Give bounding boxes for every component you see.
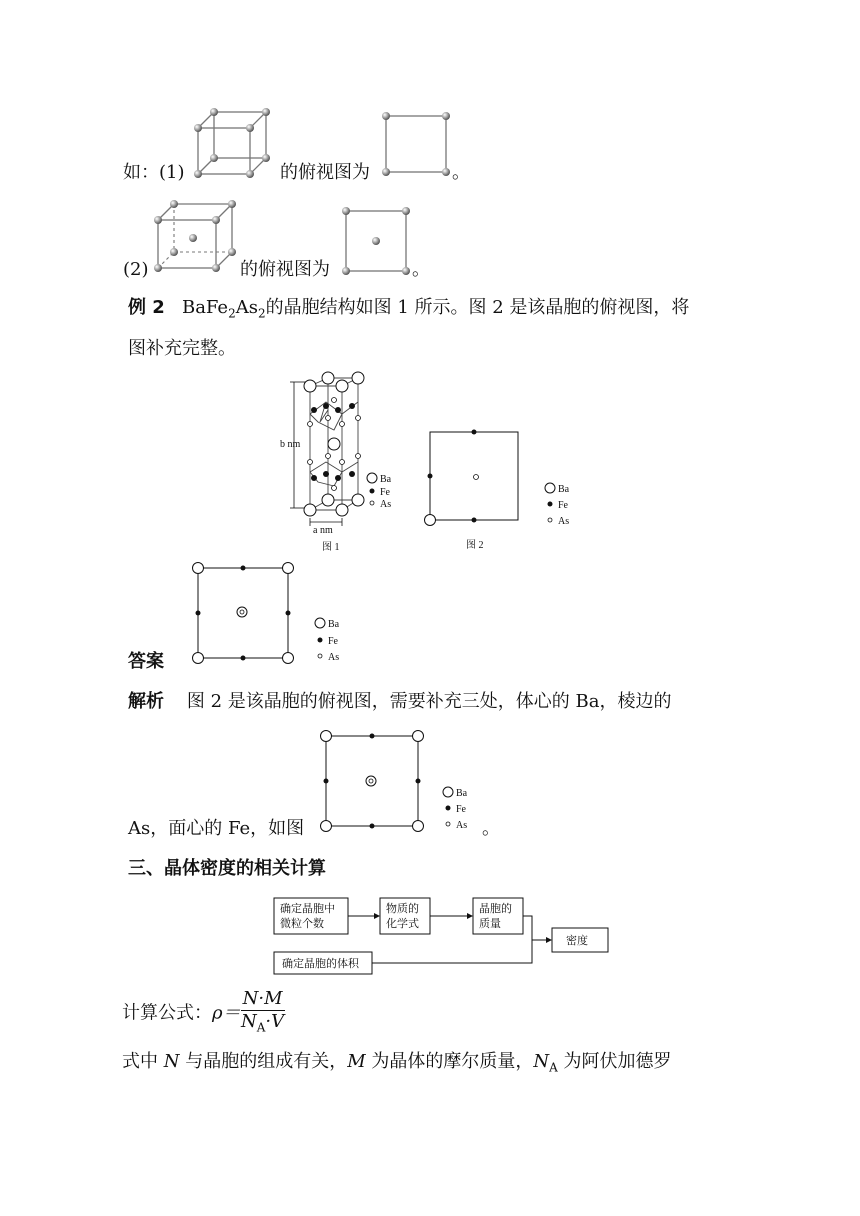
example-label: 例 2: [128, 297, 165, 318]
legend-ba: Ba: [328, 619, 340, 630]
example-2-prefix: (2): [123, 259, 149, 280]
text: 为阿伏加德罗: [557, 1051, 672, 1072]
legend-as: As: [558, 516, 570, 527]
density-flowchart: [270, 894, 620, 978]
answer-label: 答案: [128, 651, 164, 672]
dim-a-label: a nm: [313, 525, 333, 536]
analysis-line-2: As，面心的 Fe，如图: [128, 818, 305, 839]
analysis-text: 图 2 是该晶胞的俯视图，需要补充三处，体心的 Ba，棱边的: [186, 691, 672, 712]
flow-box-2-line-1: 物质的: [386, 902, 419, 915]
text: 为晶体的摩尔质量，: [365, 1051, 534, 1072]
top-view-2: [340, 205, 412, 277]
legend-fe: Fe: [456, 804, 466, 815]
legend-as: As: [380, 499, 392, 510]
example-1-end: 。: [452, 162, 470, 183]
analysis-top-view: [318, 730, 428, 834]
figure-1-legend: [366, 472, 406, 512]
formula-part: As: [235, 297, 258, 318]
figure-1-unit-cell: [280, 372, 420, 554]
figure-2-legend: [544, 482, 584, 526]
example-2-question-line-2: 图补充完整。: [128, 338, 236, 359]
section-3-title: 三、晶体密度的相关计算: [128, 858, 326, 879]
flow-box-3-line-2: 质量: [479, 917, 501, 930]
formula-na: N: [240, 1011, 257, 1032]
example-1-mid: 的俯视图为: [280, 162, 370, 183]
formula-na-sub: A: [256, 1020, 266, 1035]
question-text: 的晶胞结构如图 1 所示。图 2 是该晶胞的俯视图，将: [265, 297, 690, 318]
legend-as: As: [328, 652, 340, 663]
formula-part: BaFe: [181, 297, 229, 318]
legend-ba: Ba: [380, 474, 392, 485]
legend-ba: Ba: [456, 788, 468, 799]
example-2-end: 。: [412, 259, 430, 280]
cube-diagram-1: [190, 100, 280, 180]
formula-fraction: [241, 988, 285, 1039]
analysis-label: 解析: [128, 691, 164, 712]
legend-fe: Fe: [328, 636, 338, 647]
formula-denominator: [241, 1011, 285, 1039]
formula-sub: 2: [257, 306, 266, 321]
flow-box-1-line-2: 微粒个数: [280, 917, 324, 930]
legend-fe: Fe: [380, 487, 390, 498]
dim-b-label: b nm: [280, 439, 301, 450]
formula-v: ·V: [265, 1011, 285, 1032]
explanation-line: [122, 1050, 672, 1080]
flow-box-volume: 确定晶胞的体积: [282, 957, 359, 970]
var-na-sub: A: [549, 1060, 558, 1075]
example-1-prefix: 如：(1): [123, 162, 185, 183]
legend-as: As: [456, 820, 468, 831]
var-n: N: [163, 1051, 180, 1072]
text: 与晶胞的组成有关，: [179, 1051, 348, 1072]
text: 式中: [122, 1051, 164, 1072]
flow-box-3-line-1: 晶胞的: [479, 902, 512, 915]
flow-box-2-line-2: 化学式: [386, 917, 419, 930]
density-formula: [122, 988, 285, 1044]
legend-fe: Fe: [558, 500, 568, 511]
formula-rho: ρ＝: [212, 1002, 241, 1024]
analysis-line-1: [128, 690, 671, 714]
cube-diagram-2: [150, 196, 240, 276]
example-2-question-line-1: [128, 296, 689, 326]
flow-box-1-line-1: 确定晶胞中: [280, 902, 335, 915]
flow-box-density: 密度: [566, 934, 588, 947]
formula-numerator: N·M: [242, 988, 283, 1009]
top-view-1: [380, 110, 452, 180]
legend-ba: Ba: [558, 484, 570, 495]
analysis-legend: [442, 786, 482, 832]
figure-1-caption: 图 1: [322, 542, 340, 553]
var-m: M: [347, 1051, 366, 1072]
answer-legend: [314, 617, 354, 663]
formula-sub: 2: [228, 306, 236, 321]
formula-label: 计算公式：: [122, 1002, 212, 1024]
answer-top-view: [190, 562, 300, 666]
figure-2-caption: 图 2: [466, 540, 484, 551]
analysis-end: 。: [482, 818, 500, 839]
var-na: N: [533, 1051, 550, 1072]
example-2-mid: 的俯视图为: [240, 259, 330, 280]
figure-2-top-view: [420, 424, 530, 554]
